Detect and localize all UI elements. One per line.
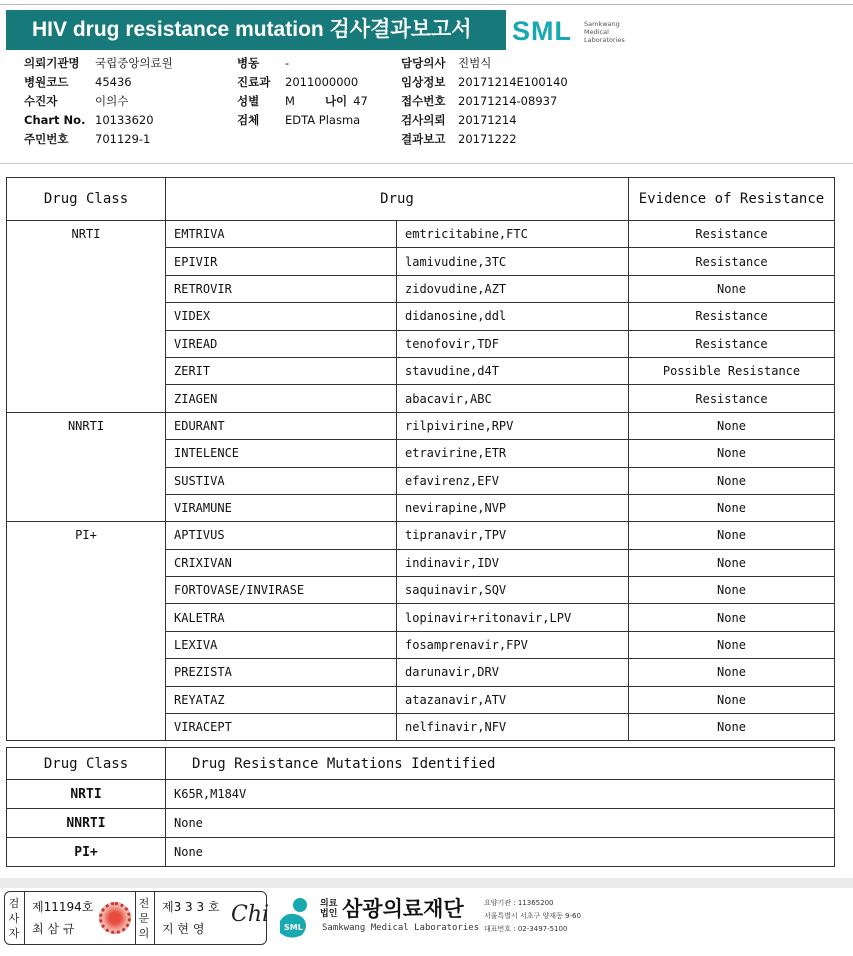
generic-name-cell: rilpivirine,RPV xyxy=(397,412,629,439)
sml-drop-logo-icon xyxy=(272,895,316,939)
info-row: 검사의뢰 20171214 xyxy=(401,113,517,127)
patient-info-col3 xyxy=(401,54,568,149)
col-header-drug-class: Drug Class xyxy=(7,178,166,221)
table-header-row xyxy=(7,748,835,780)
brand-name-cell: VIREAD xyxy=(166,330,397,357)
evidence-cell: None xyxy=(629,631,835,658)
table-row xyxy=(7,412,835,439)
brand-name-cell: EMTRIVA xyxy=(166,221,397,248)
brand-name-cell: VIRACEPT xyxy=(166,714,397,741)
organization-name: 삼광의료재단 xyxy=(342,897,464,921)
brand-name-cell: LEXIVA xyxy=(166,631,397,658)
evidence-cell: None xyxy=(629,494,835,521)
evidence-cell: None xyxy=(629,714,835,741)
generic-name-cell: atazanavir,ATV xyxy=(397,686,629,713)
generic-name-cell: lopinavir+ritonavir,LPV xyxy=(397,604,629,631)
table-row xyxy=(7,522,835,549)
info-row: 성별 M 나이 47 xyxy=(237,92,368,111)
drug-resistance-table xyxy=(6,177,835,741)
info-row: 접수번호 20171214-08937 xyxy=(401,94,558,108)
generic-name-cell: tenofovir,TDF xyxy=(397,330,629,357)
generic-name-cell: lamivudine,3TC xyxy=(397,248,629,275)
brand-name-cell: EPIVIR xyxy=(166,248,397,275)
generic-name-cell: etravirine,ETR xyxy=(397,440,629,467)
col-header-drug: Drug xyxy=(166,178,629,221)
organization-block xyxy=(270,893,610,943)
official-seal-icon xyxy=(99,902,131,934)
mutations-cell: K65R,M184V xyxy=(166,780,835,809)
info-row: 병동 - xyxy=(237,56,290,70)
generic-name-cell: saquinavir,SQV xyxy=(397,577,629,604)
patient-info-col1 xyxy=(24,54,173,149)
table-row xyxy=(7,780,835,809)
drug-class-cell: PI+ xyxy=(7,838,166,867)
brand-name-cell: ZIAGEN xyxy=(166,385,397,412)
top-rule xyxy=(0,4,853,5)
evidence-cell: None xyxy=(629,659,835,686)
col-header-drug-class: Drug Class xyxy=(7,748,166,780)
brand-name-cell: PREZISTA xyxy=(166,659,397,686)
sml-logo xyxy=(512,16,632,50)
evidence-cell: None xyxy=(629,467,835,494)
corporation-label: 의료 법인 xyxy=(320,899,338,919)
brand-name-cell: SUSTIVA xyxy=(166,467,397,494)
drop-logo-text: SML xyxy=(284,923,303,932)
info-row: 임상정보 20171214E100140 xyxy=(401,75,568,89)
evidence-cell: None xyxy=(629,577,835,604)
examiner-name: 최 삼 규 xyxy=(32,922,75,936)
footer-band xyxy=(0,878,853,888)
col-header-mutations: Drug Resistance Mutations Identified xyxy=(166,748,835,780)
evidence-cell: None xyxy=(629,604,835,631)
table-row xyxy=(7,809,835,838)
info-row: 검체 EDTA Plasma xyxy=(237,113,361,127)
evidence-cell: Resistance xyxy=(629,248,835,275)
evidence-cell: None xyxy=(629,522,835,549)
evidence-cell: Resistance xyxy=(629,221,835,248)
evidence-cell: Possible Resistance xyxy=(629,357,835,384)
info-row: 결과보고 20171222 xyxy=(401,132,517,146)
brand-name-cell: VIDEX xyxy=(166,303,397,330)
generic-name-cell: emtricitabine,FTC xyxy=(397,221,629,248)
mutations-cell: None xyxy=(166,838,835,867)
examiner-license: 제11194호 xyxy=(32,900,94,914)
specialist-license: 제3 3 3 호 xyxy=(162,900,220,914)
brand-name-cell: INTELENCE xyxy=(166,440,397,467)
brand-name-cell: EDURANT xyxy=(166,412,397,439)
age-value: 47 xyxy=(353,94,368,108)
evidence-cell: Resistance xyxy=(629,385,835,412)
generic-name-cell: didanosine,ddl xyxy=(397,303,629,330)
generic-name-cell: fosamprenavir,FPV xyxy=(397,631,629,658)
info-row: Chart No. 10133620 xyxy=(24,113,154,127)
specialist-name: 지 현 영 xyxy=(162,922,205,936)
divider xyxy=(135,892,136,944)
brand-name-cell: RETROVIR xyxy=(166,275,397,302)
generic-name-cell: darunavir,DRV xyxy=(397,659,629,686)
report-title: HIV drug resistance mutation 검사결과보고서 xyxy=(6,10,506,50)
brand-name-cell: REYATAZ xyxy=(166,686,397,713)
patient-info-col2 xyxy=(237,54,368,130)
generic-name-cell: zidovudine,AZT xyxy=(397,275,629,302)
evidence-cell: None xyxy=(629,275,835,302)
logo-subtext: Samkwang Medical Laboratories xyxy=(584,20,625,44)
drug-class-cell: NRTI xyxy=(7,221,166,413)
evidence-cell: Resistance xyxy=(629,330,835,357)
handwritten-signature: Chi xyxy=(231,902,270,927)
header-divider xyxy=(0,163,853,164)
generic-name-cell: abacavir,ABC xyxy=(397,385,629,412)
age-label: 나이 xyxy=(324,94,348,108)
generic-name-cell: nevirapine,NVP xyxy=(397,494,629,521)
brand-name-cell: CRIXIVAN xyxy=(166,549,397,576)
brand-name-cell: VIRAMUNE xyxy=(166,494,397,521)
logo-text: SML xyxy=(512,16,572,46)
brand-name-cell: FORTOVASE/INVIRASE xyxy=(166,577,397,604)
info-row: 진료과 2011000000 xyxy=(237,75,359,89)
info-row: 병원코드 45436 xyxy=(24,75,132,89)
table-header-row xyxy=(7,178,835,221)
mutation-table xyxy=(6,747,835,867)
brand-name-cell: ZERIT xyxy=(166,357,397,384)
generic-name-cell: nelfinavir,NFV xyxy=(397,714,629,741)
divider xyxy=(24,892,25,944)
evidence-cell: None xyxy=(629,549,835,576)
drug-class-cell: NRTI xyxy=(7,780,166,809)
table-row xyxy=(7,838,835,867)
evidence-cell: None xyxy=(629,686,835,713)
drug-class-cell: PI+ xyxy=(7,522,166,741)
brand-name-cell: APTIVUS xyxy=(166,522,397,549)
examiner-vertical-label: 검 사 자 xyxy=(8,897,20,940)
organization-details: 요양기관 : 11365200 서울특별시 서초구 양재동 9-60 대표번호 : 02-3497-5100 xyxy=(484,899,581,933)
drug-class-cell: NNRTI xyxy=(7,412,166,522)
info-row: 담당의사 진범식 xyxy=(401,56,492,70)
evidence-cell: None xyxy=(629,440,835,467)
signature-box xyxy=(4,891,270,945)
brand-name-cell: KALETRA xyxy=(166,604,397,631)
specialist-vertical-label: 전 문 의 xyxy=(138,897,150,940)
info-row: 의뢰기관명 국립중앙의료원 xyxy=(24,56,173,70)
evidence-cell: Resistance xyxy=(629,303,835,330)
table-row xyxy=(7,221,835,248)
mutations-cell: None xyxy=(166,809,835,838)
info-row: 수진자 이의수 xyxy=(24,94,129,108)
evidence-cell: None xyxy=(629,412,835,439)
col-header-evidence: Evidence of Resistance xyxy=(629,178,835,221)
drug-class-cell: NNRTI xyxy=(7,809,166,838)
organization-english-name: Samkwang Medical Laboratories xyxy=(322,923,480,933)
generic-name-cell: stavudine,d4T xyxy=(397,357,629,384)
generic-name-cell: tipranavir,TPV xyxy=(397,522,629,549)
generic-name-cell: indinavir,IDV xyxy=(397,549,629,576)
info-row: 주민번호 701129-1 xyxy=(24,132,151,146)
divider xyxy=(154,892,155,944)
generic-name-cell: efavirenz,EFV xyxy=(397,467,629,494)
